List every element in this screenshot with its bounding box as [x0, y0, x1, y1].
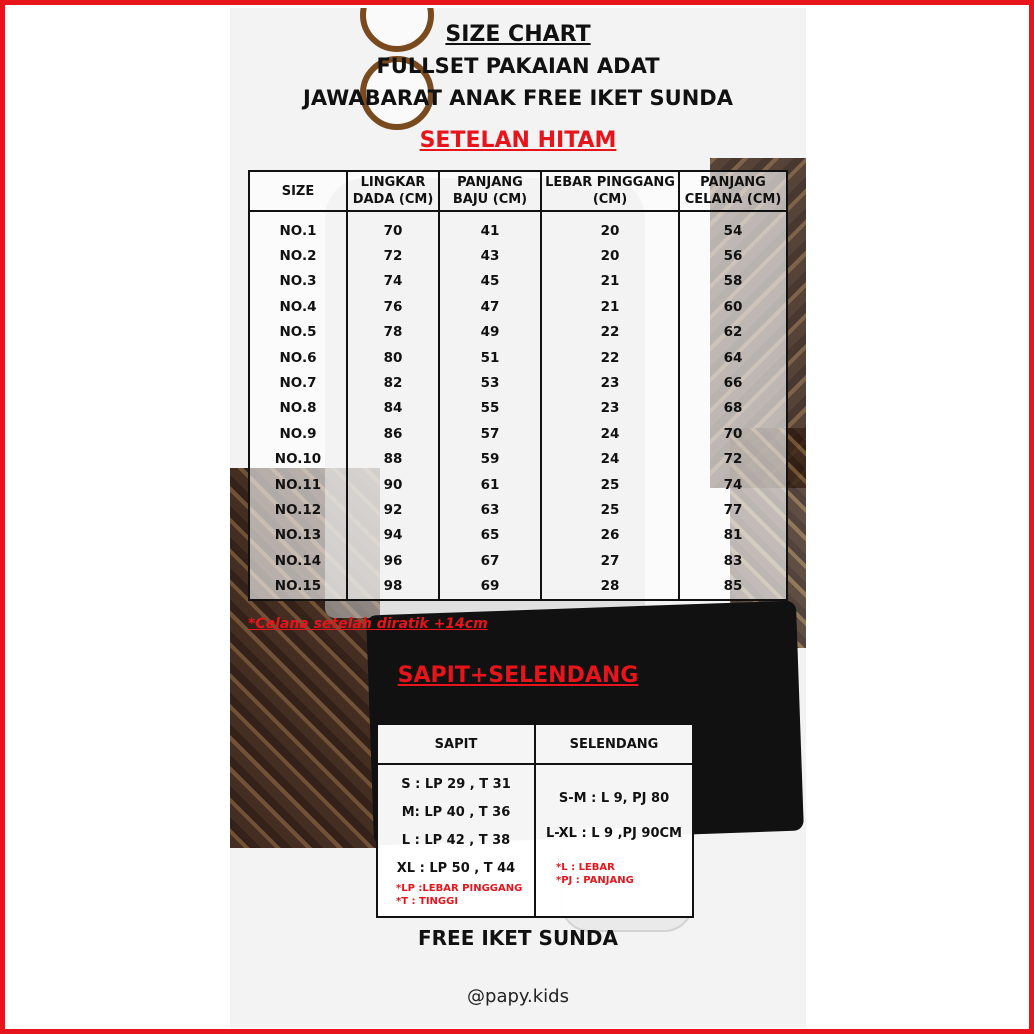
- cell-panjang-baju: 43: [439, 243, 541, 268]
- cell-lebar-pinggang: 24: [541, 447, 679, 472]
- size-row: [249, 370, 787, 395]
- cell-lingkar-dada: 86: [347, 421, 439, 446]
- instagram-handle: @papy.kids: [467, 986, 569, 1007]
- col-size: SIZE: [249, 171, 347, 211]
- cell-panjang-celana: 62: [679, 320, 787, 345]
- cell-panjang-celana: 81: [679, 523, 787, 548]
- size-row: [249, 320, 787, 345]
- cell-panjang-baju: 63: [439, 497, 541, 522]
- cell-size: NO.4: [249, 294, 347, 319]
- cell-lingkar-dada: 82: [347, 370, 439, 395]
- cell-panjang-baju: 41: [439, 211, 541, 243]
- cell-panjang-baju: 65: [439, 523, 541, 548]
- cell-panjang-baju: 55: [439, 396, 541, 421]
- cell-lebar-pinggang: 22: [541, 320, 679, 345]
- cell-size: NO.8: [249, 396, 347, 421]
- cell-size: NO.7: [249, 370, 347, 395]
- cell-panjang-celana: 60: [679, 294, 787, 319]
- cell-lebar-pinggang: 20: [541, 211, 679, 243]
- cell-panjang-celana: 85: [679, 573, 787, 599]
- sapit-size: L : LP 42 , T 38: [401, 833, 511, 848]
- col-lebar-pinggang: LEBAR PINGGANG (CM): [541, 171, 679, 211]
- cell-lebar-pinggang: 28: [541, 573, 679, 599]
- cell-panjang-baju: 45: [439, 269, 541, 294]
- cell-lebar-pinggang: 26: [541, 523, 679, 548]
- selendang-size: S-M : L 9, PJ 80: [558, 791, 670, 806]
- cell-size: NO.11: [249, 472, 347, 497]
- page-title: SIZE CHART: [445, 22, 591, 47]
- cell-lingkar-dada: 90: [347, 472, 439, 497]
- size-table-header: [249, 171, 787, 211]
- size-row: [249, 269, 787, 294]
- cell-panjang-baju: 57: [439, 421, 541, 446]
- sapit-size: XL : LP 50 , T 44: [396, 861, 516, 876]
- cell-panjang-celana: 56: [679, 243, 787, 268]
- cell-size: NO.2: [249, 243, 347, 268]
- cell-lingkar-dada: 80: [347, 345, 439, 370]
- size-row: [249, 396, 787, 421]
- cell-panjang-celana: 72: [679, 447, 787, 472]
- cell-lebar-pinggang: 25: [541, 472, 679, 497]
- cell-panjang-baju: 51: [439, 345, 541, 370]
- cell-panjang-celana: 70: [679, 421, 787, 446]
- cell-lebar-pinggang: 24: [541, 421, 679, 446]
- cell-lebar-pinggang: 23: [541, 396, 679, 421]
- cell-lingkar-dada: 96: [347, 548, 439, 573]
- cell-panjang-celana: 68: [679, 396, 787, 421]
- cell-lebar-pinggang: 20: [541, 243, 679, 268]
- cell-size: NO.14: [249, 548, 347, 573]
- selendang-note: *L : LEBAR: [556, 862, 615, 873]
- cell-lingkar-dada: 70: [347, 211, 439, 243]
- cell-panjang-baju: 49: [439, 320, 541, 345]
- subtitle-line-2: JAWABARAT ANAK FREE IKET SUNDA: [303, 86, 733, 110]
- cell-panjang-celana: 54: [679, 211, 787, 243]
- section-heading-setelan-hitam: SETELAN HITAM: [419, 128, 617, 153]
- cell-lingkar-dada: 74: [347, 269, 439, 294]
- size-row: [249, 345, 787, 370]
- cell-lingkar-dada: 98: [347, 573, 439, 599]
- col-panjang-baju: PANJANG BAJU (CM): [439, 171, 541, 211]
- cell-lingkar-dada: 84: [347, 396, 439, 421]
- cell-lebar-pinggang: 21: [541, 269, 679, 294]
- size-row: [249, 421, 787, 446]
- free-iket-label: FREE IKET SUNDA: [417, 926, 619, 950]
- sapit-note: *LP :LEBAR PINGGANG: [396, 883, 523, 894]
- cell-lingkar-dada: 88: [347, 447, 439, 472]
- cell-lingkar-dada: 92: [347, 497, 439, 522]
- col-panjang-celana: PANJANG CELANA (CM): [679, 171, 787, 211]
- sapit-size: M: LP 40 , T 36: [401, 805, 511, 820]
- cell-lingkar-dada: 94: [347, 523, 439, 548]
- selendang-cell: [535, 764, 693, 917]
- cell-size: NO.6: [249, 345, 347, 370]
- cell-lingkar-dada: 78: [347, 320, 439, 345]
- size-row: [249, 497, 787, 522]
- sapit-note: *T : TINGGI: [396, 896, 459, 907]
- cell-panjang-baju: 53: [439, 370, 541, 395]
- cell-panjang-celana: 66: [679, 370, 787, 395]
- cell-panjang-celana: 64: [679, 345, 787, 370]
- cell-panjang-celana: 77: [679, 497, 787, 522]
- sapit-size: S : LP 29 , T 31: [401, 777, 511, 792]
- col-lingkar-dada: LINGKAR DADA (CM): [347, 171, 439, 211]
- selendang-size: L-XL : L 9 ,PJ 90CM: [546, 826, 682, 841]
- cell-size: NO.15: [249, 573, 347, 599]
- pants-note: *Celana setelah diratik +14cm: [248, 616, 488, 632]
- cell-lebar-pinggang: 22: [541, 345, 679, 370]
- col-selendang: SELENDANG: [535, 724, 693, 764]
- section-heading-sapit-selendang: SAPIT+SELENDANG: [397, 663, 639, 688]
- size-row: [249, 243, 787, 268]
- subtitle-line-1: FULLSET PAKAIAN ADAT: [376, 54, 660, 78]
- size-chart-poster: [230, 8, 806, 1028]
- size-row: [249, 548, 787, 573]
- size-row: [249, 447, 787, 472]
- cell-size: NO.1: [249, 211, 347, 243]
- size-row: [249, 472, 787, 497]
- cell-lingkar-dada: 72: [347, 243, 439, 268]
- cell-size: NO.13: [249, 523, 347, 548]
- size-table: [248, 170, 788, 601]
- selendang-note: *PJ : PANJANG: [556, 875, 634, 886]
- cell-panjang-celana: 83: [679, 548, 787, 573]
- cell-panjang-baju: 59: [439, 447, 541, 472]
- cell-panjang-baju: 61: [439, 472, 541, 497]
- cell-panjang-celana: 58: [679, 269, 787, 294]
- sapit-cell: [377, 764, 535, 917]
- size-row: [249, 573, 787, 599]
- cell-panjang-baju: 69: [439, 573, 541, 599]
- sapit-selendang-table: [376, 723, 694, 918]
- cell-lebar-pinggang: 23: [541, 370, 679, 395]
- cell-lebar-pinggang: 27: [541, 548, 679, 573]
- cell-size: NO.10: [249, 447, 347, 472]
- cell-size: NO.12: [249, 497, 347, 522]
- cell-size: NO.5: [249, 320, 347, 345]
- col-sapit: SAPIT: [377, 724, 535, 764]
- cell-size: NO.3: [249, 269, 347, 294]
- size-row: [249, 294, 787, 319]
- cell-panjang-baju: 47: [439, 294, 541, 319]
- cell-lebar-pinggang: 21: [541, 294, 679, 319]
- cell-lebar-pinggang: 25: [541, 497, 679, 522]
- size-row: [249, 523, 787, 548]
- cell-panjang-celana: 74: [679, 472, 787, 497]
- cell-panjang-baju: 67: [439, 548, 541, 573]
- cell-lingkar-dada: 76: [347, 294, 439, 319]
- size-row: [249, 211, 787, 243]
- cell-size: NO.9: [249, 421, 347, 446]
